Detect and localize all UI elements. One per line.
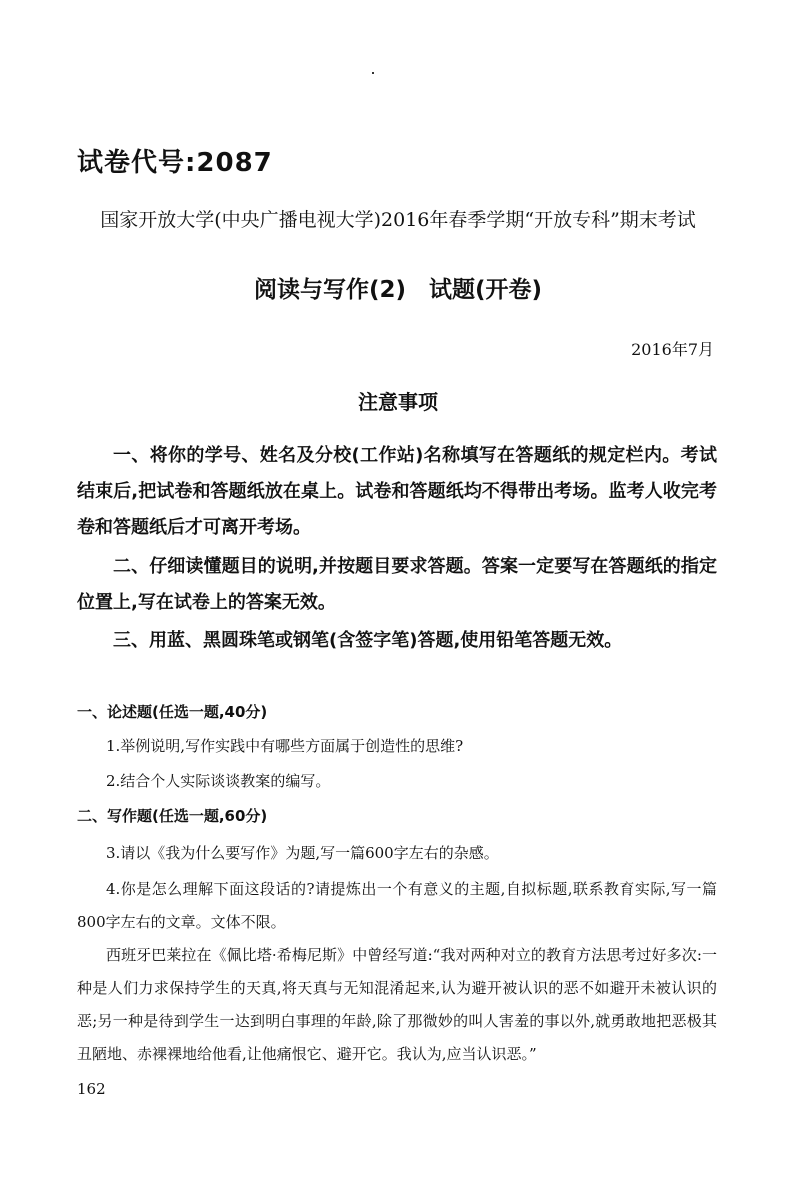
exam-title: 国家开放大学(中央广播电视大学)2016年春季学期“开放专科”期末考试 xyxy=(100,209,696,231)
quoted-passage: 西班牙巴莱拉在《佩比塔·希梅尼斯》中曾经写道:“我对两种对立的教育方法思考过好多次:一种是人们力求保持学生的天真,将天真与无知混淆起来,认为避开被认识的恶不如避开未被认识的恶;另一种是待到学生一达到明白事理的年龄,除了那微妙的叫人害羞的事以外,就勇敢地把恶极其丑陋地、赤裸裸地给他看,让他痛恨它、避开它。我认为,应当认识恶。” xyxy=(77,946,717,1063)
paper-code: 试卷代号:2087 xyxy=(77,148,273,178)
section-title: 一、论述题(任选一题,40分) xyxy=(77,703,268,721)
question: 2.结合个人实际谈谈教案的编写。 xyxy=(106,772,331,790)
page-number: 162 xyxy=(77,1080,106,1098)
notice-heading: 注意事项 xyxy=(358,390,438,414)
subject-title: 阅读与写作(2) 试题(开卷) xyxy=(253,277,543,303)
scan-speck xyxy=(372,72,374,74)
notice-item: 三、用蓝、黑圆珠笔或钢笔(含签字笔)答题,使用铅笔答题无效。 xyxy=(113,630,623,651)
question: 4.你是怎么理解下面这段话的?请提炼出一个有意义的主题,自拟标题,联系教育实际,写一篇800字左右的文章。文体不限。 xyxy=(77,880,717,931)
question: 3.请以《我为什么要写作》为题,写一篇600字左右的杂感。 xyxy=(106,844,499,862)
notice-item: 一、将你的学号、姓名及分校(工作站)名称填写在答题纸的规定栏内。考试结束后,把试卷和答题纸放在桌上。试卷和答题纸均不得带出考场。监考人收完考卷和答题纸后才可离开考场。 xyxy=(77,445,717,538)
question: 1.举例说明,写作实践中有哪些方面属于创造性的思维? xyxy=(106,737,464,755)
exam-date: 2016年7月 xyxy=(631,340,714,359)
notice-item: 二、仔细读懂题目的说明,并按题目要求答题。答案一定要写在答题纸的指定位置上,写在试卷上的答案无效。 xyxy=(77,556,717,613)
section-title: 二、写作题(任选一题,60分) xyxy=(77,807,268,825)
